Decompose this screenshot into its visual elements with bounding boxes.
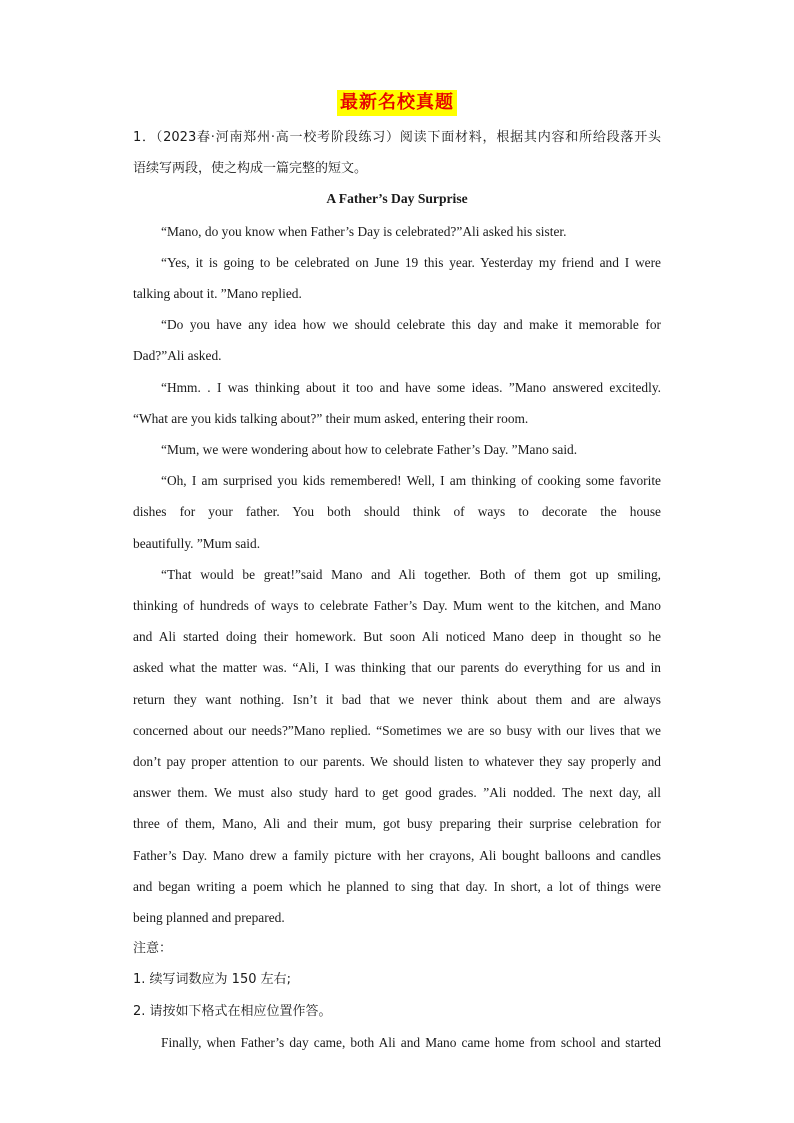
story-line: “What are you kids talking about?” their mum asked, entering their room.: [133, 411, 529, 426]
story-line: beautifully. ”Mum said.: [133, 536, 261, 551]
story-line: asked what the matter was. “Ali, I was thinking that our parents do everything for us and in: [133, 660, 661, 675]
story-line: Dad?”Ali asked.: [133, 348, 222, 363]
story-line: “Oh, I am surprised you kids remembered! Well, I am thinking of cooking some favorite: [161, 473, 661, 488]
heading-wrap: [0, 90, 794, 116]
question-line-1: 1．（2023春·河南郑州·高一校考阶段练习）阅读下面材料，根据其内容和所给段落开头: [133, 130, 661, 145]
note-item-2: 2. 请按如下格式在相应位置作答。: [133, 1004, 332, 1019]
story-line: and began writing a poem which he planned to sing that day. In short, a lot of things were: [133, 879, 661, 894]
story-line: thinking of hundreds of ways to celebrate Father’s Day. Mum went to the kitchen, and Mano: [133, 598, 661, 613]
story-line: “That would be great!”said Mano and Ali together. Both of them got up smiling,: [161, 567, 661, 582]
story-line: “Hmm. . I was thinking about it too and have some ideas. ”Mano answered excitedly.: [161, 380, 661, 395]
story-line: don’t pay proper attention to our parents. We should listen to whatever they say properly and: [133, 754, 661, 769]
story-title: A Father’s Day Surprise: [326, 191, 468, 206]
story-line: dishes for your father. You both should think of ways to decorate the house: [133, 504, 661, 519]
note-item-1: 1. 续写词数应为 150 左右;: [133, 972, 291, 987]
continuation-opening: Finally, when Father’s day came, both Ali and Mano came home from school and started: [161, 1035, 661, 1050]
story-line: and Ali started doing their homework. But soon Ali noticed Mano deep in thought so he: [133, 629, 661, 644]
question-line-2: 语续写两段，使之构成一篇完整的短文。: [133, 161, 368, 176]
story-line: being planned and prepared.: [133, 910, 285, 925]
story-line: answer them. We must also study hard to get good grades. ”Ali nodded. The next day, all: [133, 785, 661, 800]
story-line: Father’s Day. Mano drew a family picture with her crayons, Ali bought balloons and candles: [133, 848, 661, 863]
story-line: return they want nothing. Isn’t it bad that we never think about them and are always: [133, 692, 661, 707]
story-line: talking about it. ”Mano replied.: [133, 286, 302, 301]
story-line: “Mano, do you know when Father’s Day is celebrated?”Ali asked his sister.: [161, 224, 567, 239]
story-line: three of them, Mano, Ali and their mum, got busy preparing their surprise celebration for: [133, 816, 661, 831]
story-line: “Do you have any idea how we should celebrate this day and make it memorable for: [161, 317, 661, 332]
page-heading: 最新名校真题: [337, 90, 457, 116]
story-line: “Yes, it is going to be celebrated on June 19 this year. Yesterday my friend and I were: [161, 255, 661, 270]
story-line: concerned about our needs?”Mano replied. “Sometimes we are so busy with our lives that we: [133, 723, 661, 738]
story-line: “Mum, we were wondering about how to celebrate Father’s Day. ”Mano said.: [161, 442, 578, 457]
notes-label: 注意：: [133, 941, 173, 956]
